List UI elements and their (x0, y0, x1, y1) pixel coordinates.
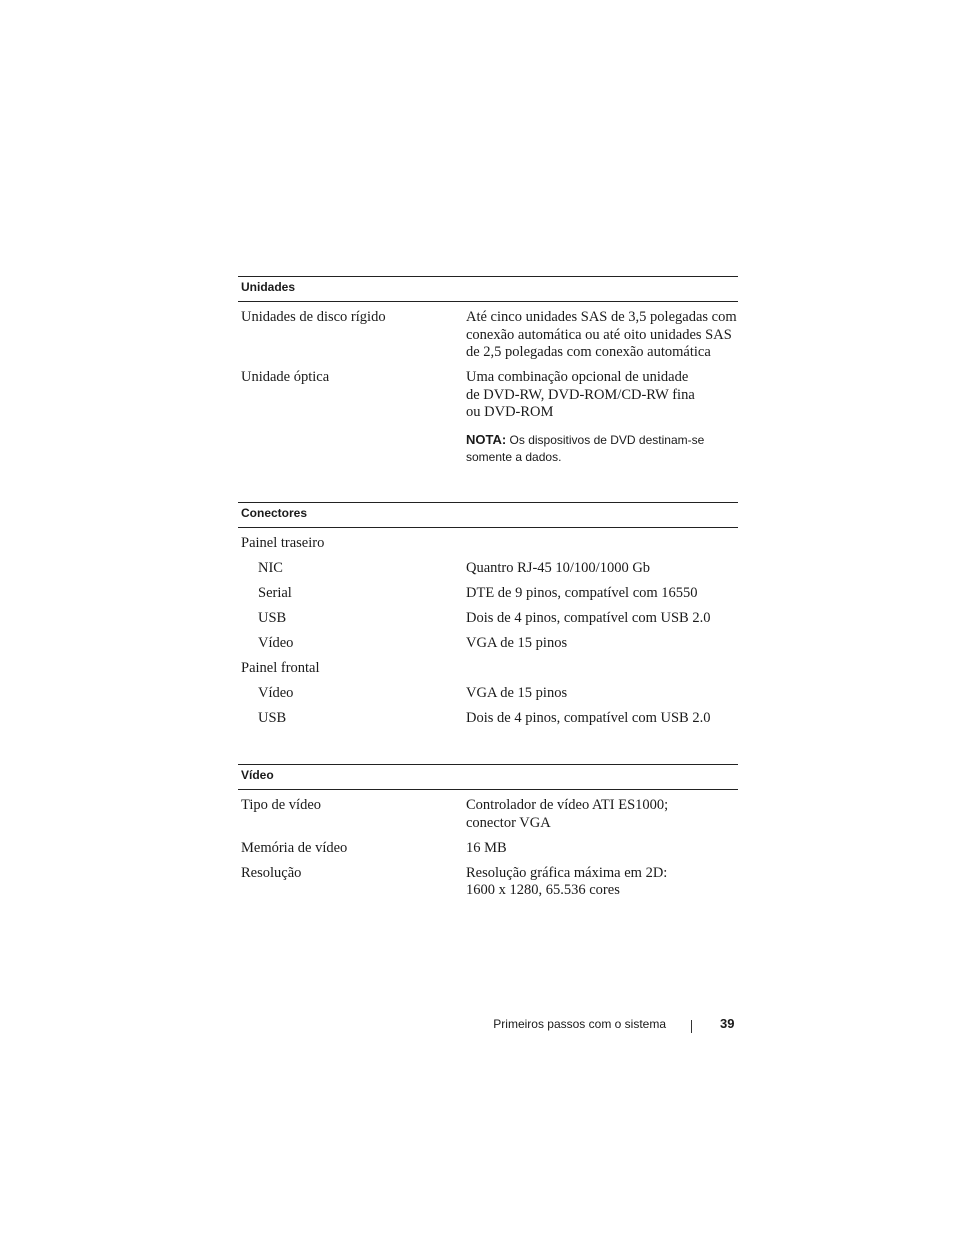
spec-value: 16 MB (466, 839, 507, 856)
page-number: 39 (720, 1016, 735, 1031)
spec-row (238, 630, 738, 655)
spec-label: Tipo de vídeo (241, 797, 322, 813)
group-label: Painel frontal (241, 660, 320, 676)
spec-value: Até cinco unidades SAS de 3,5 polegadas com conexão automática ou até oito unidades SAS de 2,5 polegadas com conexão automática (466, 309, 737, 360)
spec-row (238, 555, 738, 580)
section-heading: Vídeo (238, 764, 738, 790)
spec-value: Quantro RJ-45 10/100/1000 Gb (466, 560, 651, 576)
section-heading: Unidades (238, 276, 738, 302)
note-text: Os dispositivos de DVD destinam-se (506, 432, 705, 447)
spec-content (238, 276, 738, 936)
spec-row (238, 364, 738, 468)
spec-value: Controlador de vídeo ATI ES1000; conector VGA (466, 797, 669, 831)
section-unidades (238, 276, 738, 468)
spec-label: NIC (258, 560, 283, 576)
spec-value: DTE de 9 pinos, compatível com 16550 (466, 585, 698, 601)
page-footer (0, 1015, 954, 1035)
note (466, 431, 738, 466)
note-label: NOTA: (466, 431, 507, 447)
spec-label: Resolução (241, 864, 302, 881)
spec-label: Unidades de disco rígido (241, 309, 386, 325)
section-video (238, 764, 738, 902)
spec-label: USB (258, 710, 287, 726)
spec-row (238, 605, 738, 630)
spec-label: Unidade óptica (241, 369, 330, 385)
spec-row (238, 580, 738, 605)
group-label: Painel traseiro (241, 535, 325, 551)
spec-row (238, 835, 738, 860)
note-text: somente a dados. (466, 449, 562, 464)
spec-label: Vídeo (258, 685, 294, 701)
section-conectores (238, 502, 738, 730)
spec-label: Vídeo (258, 635, 294, 651)
spec-row (238, 860, 738, 903)
spec-value: Dois de 4 pinos, compatível com USB 2.0 (466, 610, 711, 626)
spec-row (238, 792, 738, 835)
spec-label: Memória de vídeo (241, 839, 348, 856)
footer-separator (691, 1020, 692, 1033)
spec-label: Serial (258, 585, 292, 601)
spec-value: Dois de 4 pinos, compatível com USB 2.0 (466, 710, 711, 726)
spec-value: VGA de 15 pinos (466, 635, 568, 651)
spec-value: VGA de 15 pinos (466, 685, 568, 701)
spec-row (238, 680, 738, 705)
footer-title: Primeiros passos com o sistema (493, 1017, 666, 1031)
section-heading: Conectores (238, 502, 738, 528)
spec-row (238, 304, 738, 364)
spec-row (238, 705, 738, 730)
spec-label: USB (258, 610, 287, 626)
spec-value: Resolução gráfica máxima em 2D: 1600 x 1280, 65.536 cores (466, 864, 668, 898)
spec-value: Uma combinação opcional de unidade de DVD-RW, DVD-ROM/CD-RW fina ou DVD-ROM NOTA: Os dispositivos de DVD destinam-se somente a dados. (466, 369, 738, 466)
